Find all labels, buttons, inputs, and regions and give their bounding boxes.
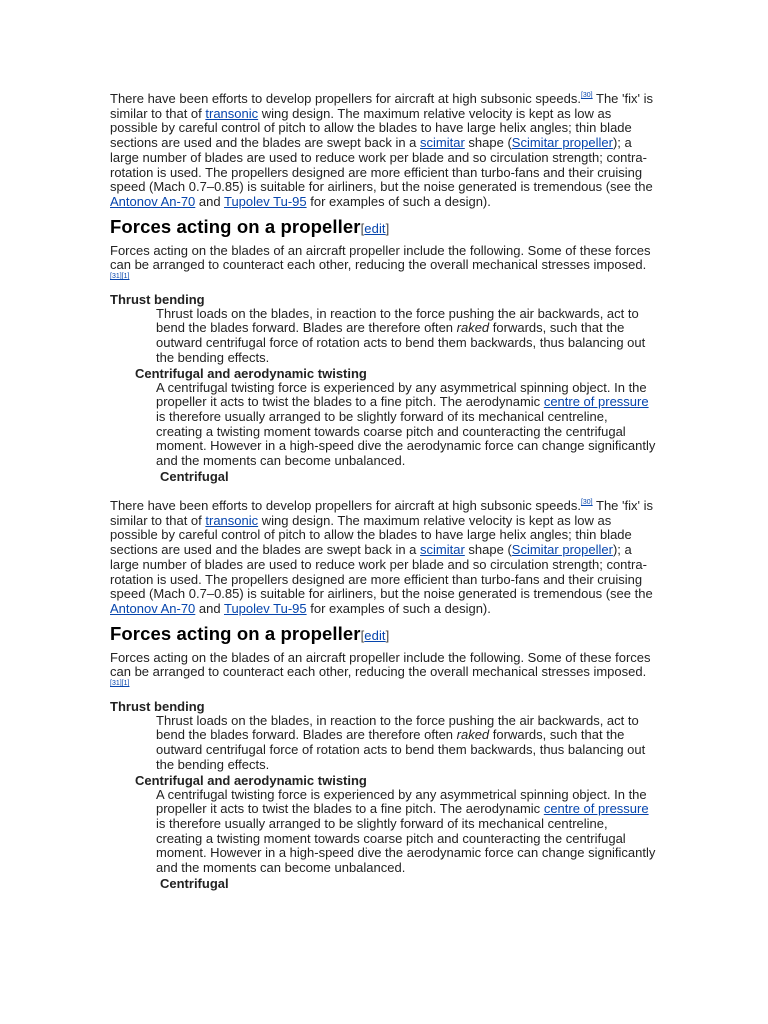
edit-section [361, 628, 390, 643]
definition-text: A centrifugal twisting force is experienced by any asymmetrical spinning object. In the propeller it acts to twist the blades to a fine pitch. The aerodynamic [156, 786, 647, 817]
citation-30[interactable] [581, 92, 593, 99]
link-scimitar[interactable]: scimitar [420, 135, 465, 151]
citation-31-1-link[interactable]: [31][1] [110, 680, 130, 688]
subsonic-propellers-paragraph [110, 499, 662, 617]
definition-text: forwards, such that the outward centrifugal force of rotation acts to bend them backwards, thus balancing out the bending effects. [156, 320, 646, 365]
section-heading [110, 622, 670, 648]
edit-link[interactable]: edit [364, 627, 386, 643]
definition-text: is therefore usually arranged to be slightly forward of its mechanical centreline, creating a twisting moment towards coarse pitch and counteracting the centrifugal moment. However in a high-speed dive the aerodynamic force can change significantly and the moments can become unbalanced. [156, 408, 656, 469]
term-thrust-bending: Thrust bending [110, 698, 205, 714]
definition-text: A centrifugal twisting force is experienced by any asymmetrical spinning object. In the propeller it acts to twist the blades to a fine pitch. The aerodynamic [156, 379, 647, 410]
definition-twisting [156, 381, 656, 469]
paragraph-text: There have been efforts to develop propellers for aircraft at high subsonic speeds. [110, 91, 581, 106]
forces-intro-paragraph [110, 651, 655, 695]
link-scimitar[interactable]: scimitar [420, 542, 465, 558]
definition-text: is therefore usually arranged to be slightly forward of its mechanical centreline, creating a twisting moment towards coarse pitch and counteracting the centrifugal moment. However in a high-speed dive the aerodynamic force can change significantly and the moments can become unbalanced. [156, 815, 656, 876]
section-heading-title: Forces acting on a propeller [110, 622, 361, 644]
paragraph-text: for examples of such a design). [306, 193, 491, 209]
edit-section [361, 221, 390, 236]
paragraph-text: The 'fix' is similar to that of [110, 91, 653, 121]
edit-bracket-close: ] [385, 220, 390, 236]
citation-31-1[interactable] [110, 273, 129, 280]
term-centrifugal-aerodynamic-twisting: Centrifugal and aerodynamic twisting [135, 365, 367, 381]
edit-link[interactable]: edit [364, 220, 386, 236]
link-scimitar-propeller[interactable]: Scimitar propeller [511, 135, 613, 151]
edit-bracket-open: [ [360, 220, 365, 236]
intro-text: Forces acting on the blades of an aircraft propeller include the following. Some of these forces can be arranged to counteract each other, reducing the overall mechanical stresses imposed. [110, 649, 651, 680]
definition-text: Thrust loads on the blades, in reaction to the force pushing the air backwards, act to bend the blades forward. Blades are therefore often [156, 712, 639, 743]
emphasis-raked: raked [456, 727, 490, 743]
definition-thrust-bending [156, 714, 656, 773]
definition-text: Thrust loads on the blades, in reaction to the force pushing the air backwards, act to bend the blades forward. Blades are therefore often [156, 305, 639, 336]
paragraph-text: and [195, 193, 224, 209]
definition-twisting [156, 788, 656, 876]
link-tupolev-tu-95[interactable]: Tupolev Tu-95 [223, 600, 307, 616]
link-transonic[interactable]: transonic [205, 105, 259, 121]
article-section [110, 92, 670, 484]
edit-bracket-open: [ [360, 627, 365, 643]
article-section [110, 499, 670, 891]
link-antonov-an-70[interactable]: Antonov An-70 [110, 193, 196, 209]
term-thrust-bending: Thrust bending [110, 291, 205, 307]
citation-30-link[interactable]: [30] [580, 92, 593, 99]
paragraph-text: shape ( [464, 542, 512, 558]
paragraph-text: shape ( [464, 135, 512, 151]
edit-bracket-close: ] [385, 627, 390, 643]
paragraph-text: for examples of such a design). [306, 600, 491, 616]
definition-thrust-bending [156, 307, 656, 366]
link-scimitar-propeller[interactable]: Scimitar propeller [511, 542, 613, 558]
forces-intro-paragraph [110, 244, 655, 288]
link-antonov-an-70[interactable]: Antonov An-70 [110, 600, 196, 616]
paragraph-text: The 'fix' is similar to that of [110, 498, 653, 528]
section-heading-title: Forces acting on a propeller [110, 215, 361, 237]
link-tupolev-tu-95[interactable]: Tupolev Tu-95 [223, 193, 307, 209]
citation-30[interactable] [581, 499, 593, 506]
definition-text: forwards, such that the outward centrifugal force of rotation acts to bend them backwards, thus balancing out the bending effects. [156, 727, 646, 772]
section-heading [110, 215, 670, 241]
intro-text: Forces acting on the blades of an aircraft propeller include the following. Some of these forces can be arranged to counteract each other, reducing the overall mechanical stresses imposed. [110, 242, 651, 273]
citation-31-1[interactable] [110, 680, 129, 687]
paragraph-text: and [195, 600, 224, 616]
citation-31-1-link[interactable]: [31][1] [110, 273, 130, 281]
term-centrifugal: Centrifugal [160, 875, 229, 891]
link-centre-of-pressure[interactable]: centre of pressure [543, 801, 649, 817]
term-centrifugal-aerodynamic-twisting: Centrifugal and aerodynamic twisting [135, 772, 367, 788]
citation-30-link[interactable]: [30] [580, 499, 593, 506]
paragraph-text: wing design. The maximum relative velocity is kept as low as possible by careful control of pitch to allow the blades to have large helix angles; thin blade sections are used and the blades are swept back in a [110, 512, 632, 558]
paragraph-text: There have been efforts to develop propellers for aircraft at high subsonic speeds. [110, 498, 581, 513]
term-centrifugal: Centrifugal [160, 468, 229, 484]
subsonic-propellers-paragraph [110, 92, 662, 210]
link-transonic[interactable]: transonic [205, 512, 259, 528]
emphasis-raked: raked [456, 320, 490, 336]
paragraph-text: wing design. The maximum relative velocity is kept as low as possible by careful control of pitch to allow the blades to have large helix angles; thin blade sections are used and the blades are swept back in a [110, 105, 632, 151]
paragraph-text: ); a large number of blades are used to reduce work per blade and so circulation strength; contra-rotation is used. The propellers designed are more efficient than turbo-fans and their cruising speed (Mach 0.7–0.85) is suitable for airliners, but the noise generated is tremendous (see the [110, 135, 653, 195]
link-centre-of-pressure[interactable]: centre of pressure [543, 394, 649, 410]
paragraph-text: ); a large number of blades are used to reduce work per blade and so circulation strength; contra-rotation is used. The propellers designed are more efficient than turbo-fans and their cruising speed (Mach 0.7–0.85) is suitable for airliners, but the noise generated is tremendous (see the [110, 542, 653, 602]
